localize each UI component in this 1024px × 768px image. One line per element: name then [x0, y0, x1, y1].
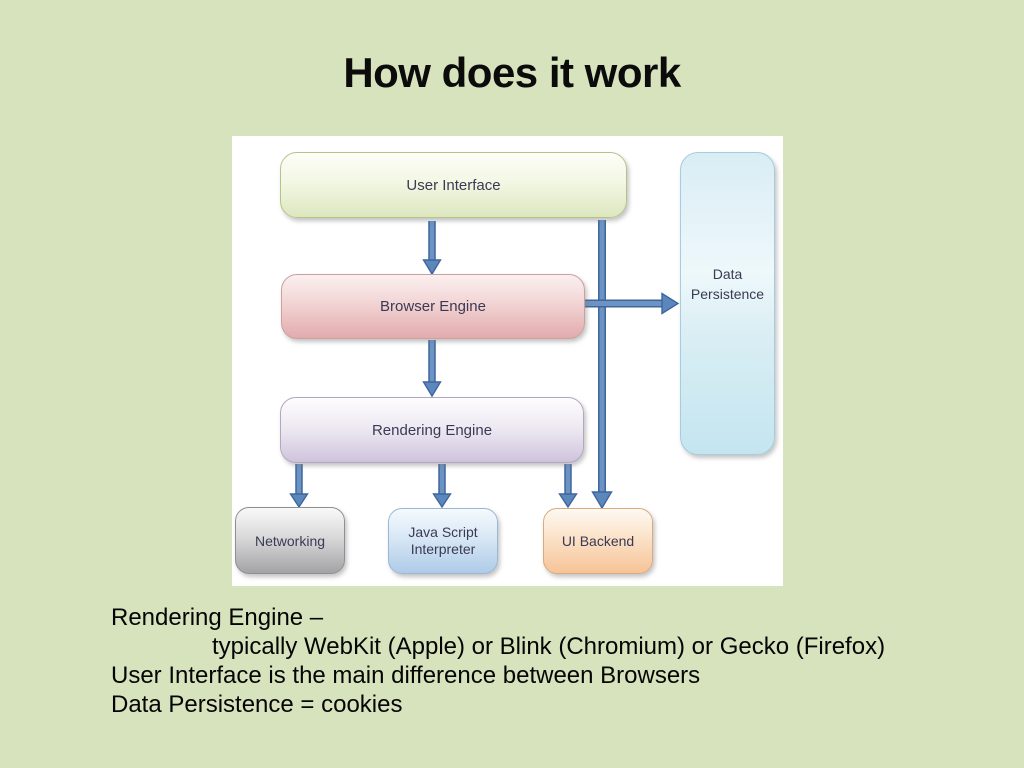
box-networking	[235, 507, 345, 574]
note-line-2: typically WebKit (Apple) or Blink (Chromium) or Gecko (Firefox)	[212, 633, 886, 660]
arrow-user-interface-to-ui-backend	[593, 220, 612, 508]
box-data-persistence	[680, 152, 775, 455]
diagram-panel	[232, 136, 783, 586]
box-user-interface	[280, 152, 627, 218]
box-js-interpreter	[388, 508, 498, 574]
box-data-persistence-label: Data Persistence	[690, 265, 765, 302]
box-browser-engine	[281, 274, 585, 339]
box-user-interface-label: User Interface	[406, 176, 501, 194]
arrow-rendering-engine-to-networking	[291, 464, 308, 507]
box-browser-engine-label: Browser Engine	[380, 298, 486, 315]
notes-block	[111, 603, 951, 719]
note-line-4: Data Persistence = cookies	[111, 691, 403, 718]
box-js-interpreter-label: Java Script Interpreter	[408, 523, 478, 557]
slide-title: How does it work	[343, 49, 681, 96]
box-ui-backend-label: UI Backend	[561, 533, 635, 549]
box-rendering-engine-label: Rendering Engine	[371, 421, 493, 439]
note-line-3: User Interface is the main difference between Browsers	[111, 662, 701, 689]
note-line-1: Rendering Engine –	[111, 604, 324, 631]
box-rendering-engine	[280, 397, 584, 463]
arrow-browser-engine-to-rendering-engine	[424, 340, 441, 396]
arrow-rendering-engine-to-js-interpreter	[434, 464, 451, 507]
arrow-rendering-engine-to-ui-backend	[560, 464, 577, 507]
box-ui-backend	[543, 508, 653, 574]
arrow-user-interface-to-browser-engine	[424, 221, 441, 274]
box-networking-label: Networking	[254, 532, 326, 549]
